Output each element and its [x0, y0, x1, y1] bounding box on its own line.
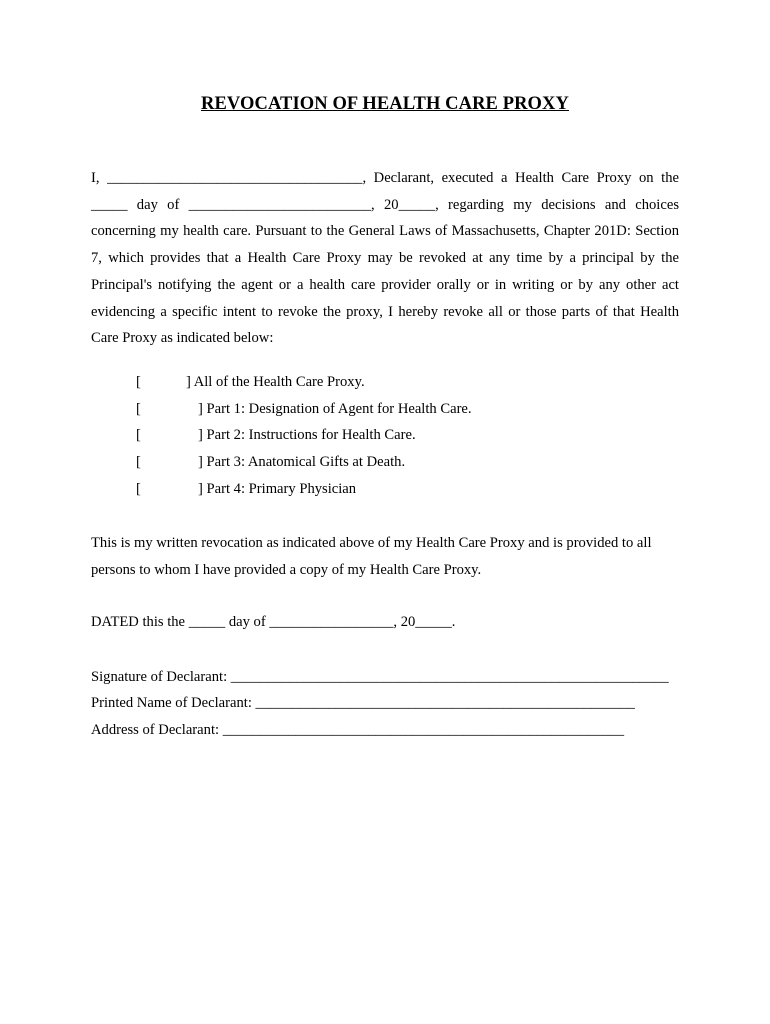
check-item-label: ] Part 3: Anatomical Gifts at Death.: [198, 454, 406, 471]
signature-block: [91, 664, 691, 743]
checkbox-bracket: [: [136, 374, 141, 390]
check-item-label: ] All of the Health Care Proxy.: [186, 374, 365, 390]
check-item-all[interactable]: [136, 369, 656, 396]
signature-of-declarant-line: Signature of Declarant: ____________________________________________________________: [91, 669, 669, 685]
revocation-statement: This is my written revocation as indicated above of my Health Care Proxy and is provided to all persons to whom I have provided a copy of my Health Care Proxy.: [91, 535, 652, 578]
check-item-label: ] Part 2: Instructions for Health Care.: [198, 427, 416, 444]
checkbox-bracket: [: [136, 454, 141, 471]
check-item-part-3[interactable]: [136, 449, 656, 476]
intro-paragraph: I, ___________________________________, Declarant, executed a Health Care Proxy on the _____ day of _________________________, 20_____, regarding my decisions and choices concerning my health care. Pursuant to the General Laws of Massachusetts, Chapter 201D: Section 7, which provides that a Health Care Proxy may be revoked at any time by a principal by the Principal's notifying the agent or a health care provider orally or in writing or by any other act evidencing a specific intent to revoke the proxy, I hereby revoke all or those parts of that Health Care Proxy as indicated below:: [91, 170, 679, 347]
revocation-checklist: [136, 369, 656, 502]
checkbox-bracket: [: [136, 480, 141, 497]
document-title: REVOCATION OF HEALTH CARE PROXY: [201, 94, 569, 114]
check-item-part-1[interactable]: [136, 396, 656, 423]
printed-name-line: Printed Name of Declarant: ____________________________________________________: [91, 695, 635, 712]
check-item-part-2[interactable]: [136, 422, 656, 449]
address-line: Address of Declarant: _______________________________________________________: [91, 721, 625, 738]
check-item-label: ] Part 4: Primary Physician: [198, 480, 357, 497]
dated-line: DATED this the _____ day of _________________, 20_____.: [91, 614, 456, 630]
check-item-part-4[interactable]: [136, 476, 656, 503]
checkbox-bracket: [: [136, 400, 141, 417]
checkbox-bracket: [: [136, 427, 141, 444]
check-item-label: ] Part 1: Designation of Agent for Health Care.: [198, 400, 472, 417]
